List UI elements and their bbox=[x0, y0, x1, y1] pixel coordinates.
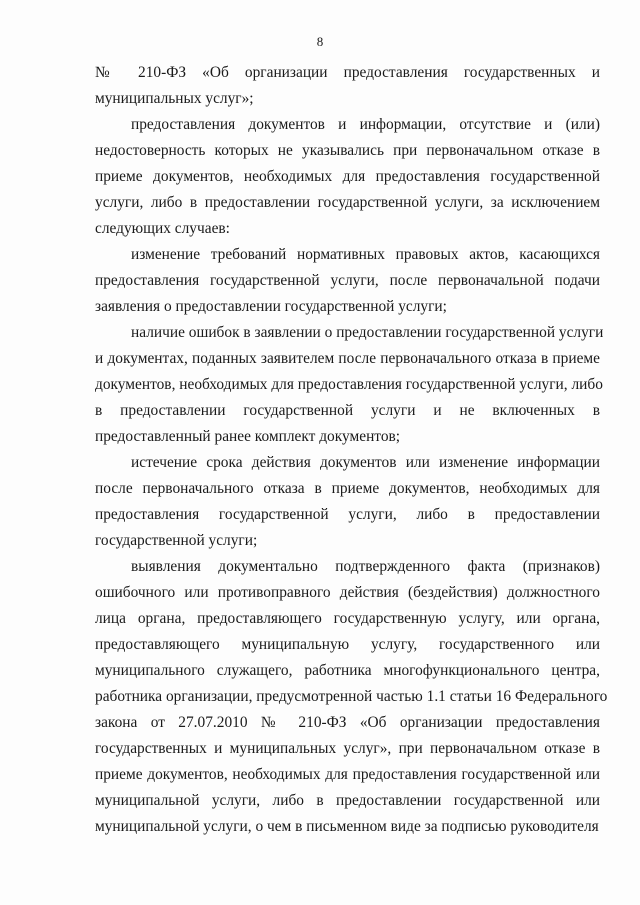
text-line: муниципальной услуги, о чем в письменном виде за подписью руководителя bbox=[95, 818, 599, 835]
paragraph bbox=[95, 242, 600, 320]
paragraph bbox=[95, 112, 600, 242]
page-number: 8 bbox=[316, 34, 324, 49]
text-line: государственных и муниципальных услуг», при первоначальном отказе в bbox=[95, 740, 600, 757]
text-line: № 210-ФЗ «Об организации предоставления государственных и bbox=[95, 64, 600, 81]
text-line: предоставления государственной услуги, либо в предоставлении bbox=[95, 506, 600, 523]
paragraph bbox=[95, 450, 600, 554]
text-line: предоставления государственной услуги, после первоначальной подачи bbox=[95, 272, 600, 289]
text-line: услуги, либо в предоставлении государственной услуги, за исключением bbox=[95, 194, 600, 211]
text-line: выявления документально подтвержденного факта (признаков) bbox=[131, 558, 600, 575]
document-body bbox=[95, 60, 608, 840]
paragraph bbox=[95, 554, 608, 840]
text-line: следующих случаев: bbox=[95, 220, 230, 237]
text-line: после первоначального отказа в приеме документов, необходимых для bbox=[95, 480, 600, 497]
text-line: приеме документов, необходимых для предоставления государственной bbox=[95, 168, 600, 185]
text-line: документов, необходимых для предоставления государственной услуги, либо bbox=[95, 376, 603, 393]
text-line: муниципального служащего, работника многофункционального центра, bbox=[95, 662, 600, 679]
paragraph bbox=[95, 320, 604, 450]
text-line: государственной услуги; bbox=[95, 532, 258, 549]
text-line: муниципальных услуг»; bbox=[95, 90, 254, 107]
text-line: заявления о предоставлении государственной услуги; bbox=[95, 298, 447, 315]
text-line: наличие ошибок в заявлении о предоставлении государственной услуги bbox=[131, 324, 604, 341]
text-line: приеме документов, необходимых для предоставления государственной или bbox=[95, 766, 600, 783]
text-line: предоставления документов и информации, отсутствие и (или) bbox=[131, 116, 600, 133]
text-line: предоставленный ранее комплект документов; bbox=[95, 428, 401, 445]
text-line: ошибочного или противоправного действия (бездействия) должностного bbox=[95, 584, 600, 601]
paragraph bbox=[95, 60, 600, 112]
text-line: и документах, поданных заявителем после первоначального отказа в приеме bbox=[95, 350, 600, 367]
text-line: недостоверность которых не указывались при первоначальном отказе в bbox=[95, 142, 600, 159]
text-line: истечение срока действия документов или изменение информации bbox=[131, 454, 600, 471]
text-line: предоставляющего муниципальную услугу, государственного или bbox=[95, 636, 600, 653]
text-line: в предоставлении государственной услуги и не включенных в bbox=[95, 402, 600, 419]
text-line: работника организации, предусмотренной частью 1.1 статьи 16 Федерального bbox=[95, 688, 608, 705]
text-line: лица органа, предоставляющего государственную услугу, или органа, bbox=[95, 610, 600, 627]
text-line: муниципальной услуги, либо в предоставлении государственной или bbox=[95, 792, 600, 809]
text-line: изменение требований нормативных правовых актов, касающихся bbox=[131, 246, 600, 263]
text-line: закона от 27.07.2010 № 210-ФЗ «Об организации предоставления bbox=[95, 714, 600, 731]
